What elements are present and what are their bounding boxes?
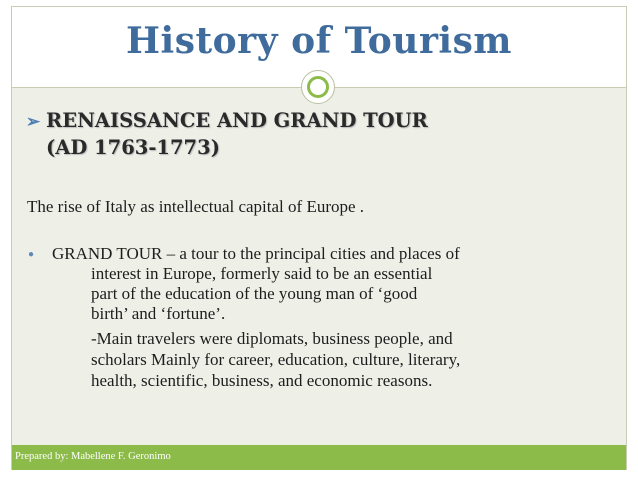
bullet-line-1: GRAND TOUR – a tour to the principal cities and places of bbox=[52, 244, 460, 263]
bullet-line-3: part of the education of the young man of ‘good bbox=[91, 284, 418, 303]
bullet-line-6: scholars Mainly for career, education, culture, literary, bbox=[91, 350, 461, 369]
footer-text: Prepared by: Mabellene F. Geronimo bbox=[15, 451, 171, 462]
slide-title: History of Tourism bbox=[126, 20, 512, 62]
arrow-right-icon: ➢ bbox=[26, 112, 41, 132]
bullet-line-4: birth’ and ‘fortune’. bbox=[91, 304, 226, 323]
ring-inner bbox=[307, 76, 329, 98]
bullet-line-5: -Main travelers were diplomats, business people, and bbox=[91, 329, 453, 348]
heading-line-1 bbox=[26, 108, 428, 135]
subtitle-text: The rise of Italy as intellectual capital of Europe . bbox=[27, 197, 365, 216]
section-heading bbox=[26, 108, 428, 161]
ring-icon bbox=[301, 70, 335, 104]
heading-text-1: RENAISSANCE AND GRAND TOUR bbox=[46, 109, 428, 132]
bullet-line-2: interest in Europe, formerly said to be an essential bbox=[91, 264, 433, 283]
bullet-dot-icon: ● bbox=[28, 249, 35, 260]
heading-line-2: (AD 1763-1773) bbox=[46, 136, 220, 159]
bullet-line-7: health, scientific, business, and economic reasons. bbox=[91, 371, 433, 390]
